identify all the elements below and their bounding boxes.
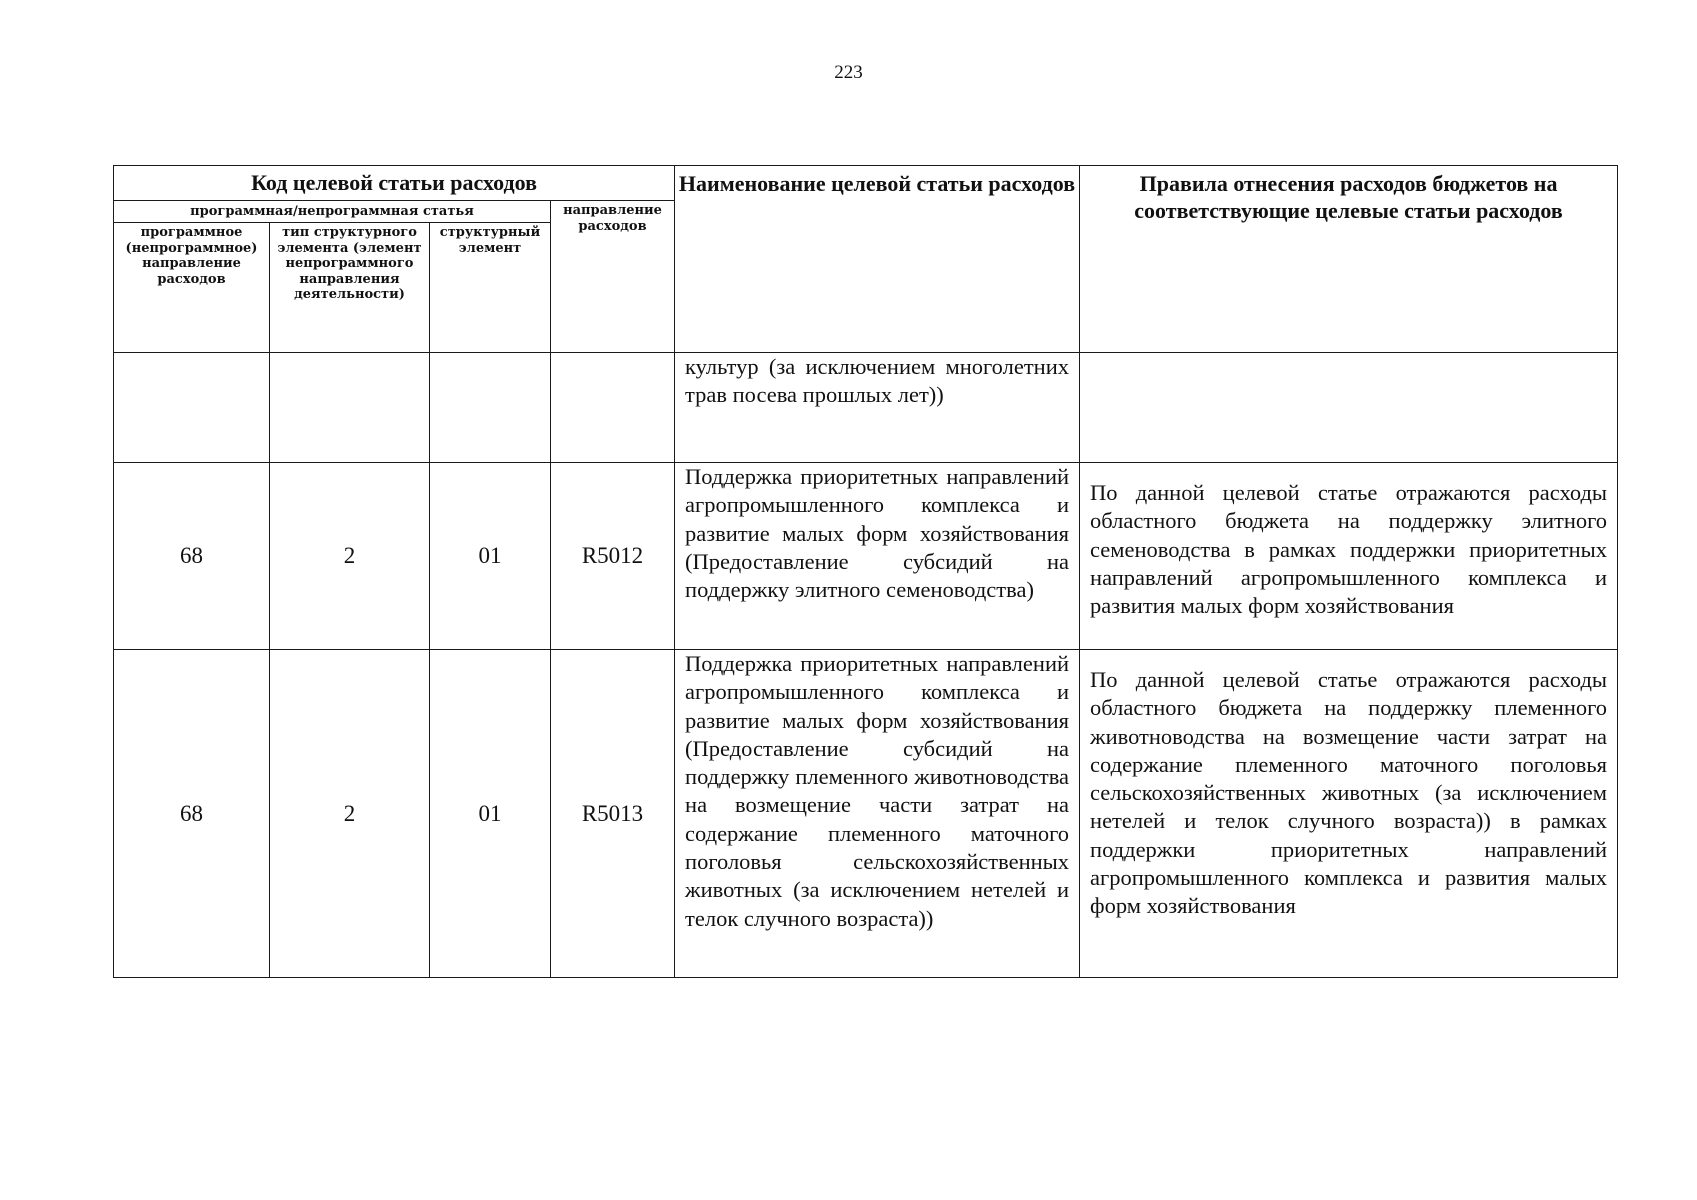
table-row [114,463,1618,650]
cell-rule: По данной целевой статье отражаются расходы областного бюджета на поддержку элитного семеноводства в рамках поддержки приоритетных направлений агропромышленного комплекса и развития малых форм хозяйствования [1080,463,1618,650]
table-row [114,650,1618,978]
cell-direction [551,353,675,463]
cell-type: 2 [270,650,430,978]
cell-type: 2 [270,463,430,650]
cell-element [430,353,551,463]
cell-name: Поддержка приоритетных направлений агропромышленного комплекса и развитие малых форм хозяйствования (Предоставление субсидий на поддержку племенного животноводства на возмещение части затрат на содержание племенного маточного поголовья сельскохозяйственных животных (за исключением нетелей и телок случного возраста)) [675,650,1080,978]
cell-type [270,353,430,463]
header-code-title: Код целевой статьи расходов [114,166,675,201]
cell-element: 01 [430,463,551,650]
header-name-title: Наименование целевой статьи расходов [675,166,1080,353]
header-program-article: программная/непрограммная статья [114,201,551,223]
cell-program: 68 [114,463,270,650]
cell-direction: R5012 [551,463,675,650]
header-direction-expenses: направление расходов [551,201,675,353]
cell-name: Поддержка приоритетных направлений агропромышленного комплекса и развитие малых форм хозяйствования (Предоставление субсидий на поддержку элитного семеноводства) [675,463,1080,650]
table-row [114,353,1618,463]
cell-program [114,353,270,463]
header-rules-title: Правила отнесения расходов бюджетов на соответствующие целевые статьи расходов [1080,166,1618,353]
cell-rule [1080,353,1618,463]
budget-classification-table [113,165,1618,978]
cell-rule: По данной целевой статье отражаются расходы областного бюджета на поддержку племенного животноводства на возмещение части затрат на содержание племенного маточного поголовья сельскохозяйственных животных (за исключением нетелей и телок случного возраста)) в рамках поддержки приоритетных направлений агропромышленного комплекса и развития малых форм хозяйствования [1080,650,1618,978]
table-header [114,166,1618,353]
page-number: 223 [834,62,863,83]
cell-name: культур (за исключением многолетних трав посева прошлых лет)) [675,353,1080,463]
header-struct-element: структурный элемент [430,223,551,353]
header-struct-type: тип структурного элемента (элемент непрограммного направления деятельности) [270,223,430,353]
cell-program: 68 [114,650,270,978]
cell-element: 01 [430,650,551,978]
header-program-direction: программное (непрограммное) направление расходов [114,223,270,353]
cell-direction: R5013 [551,650,675,978]
